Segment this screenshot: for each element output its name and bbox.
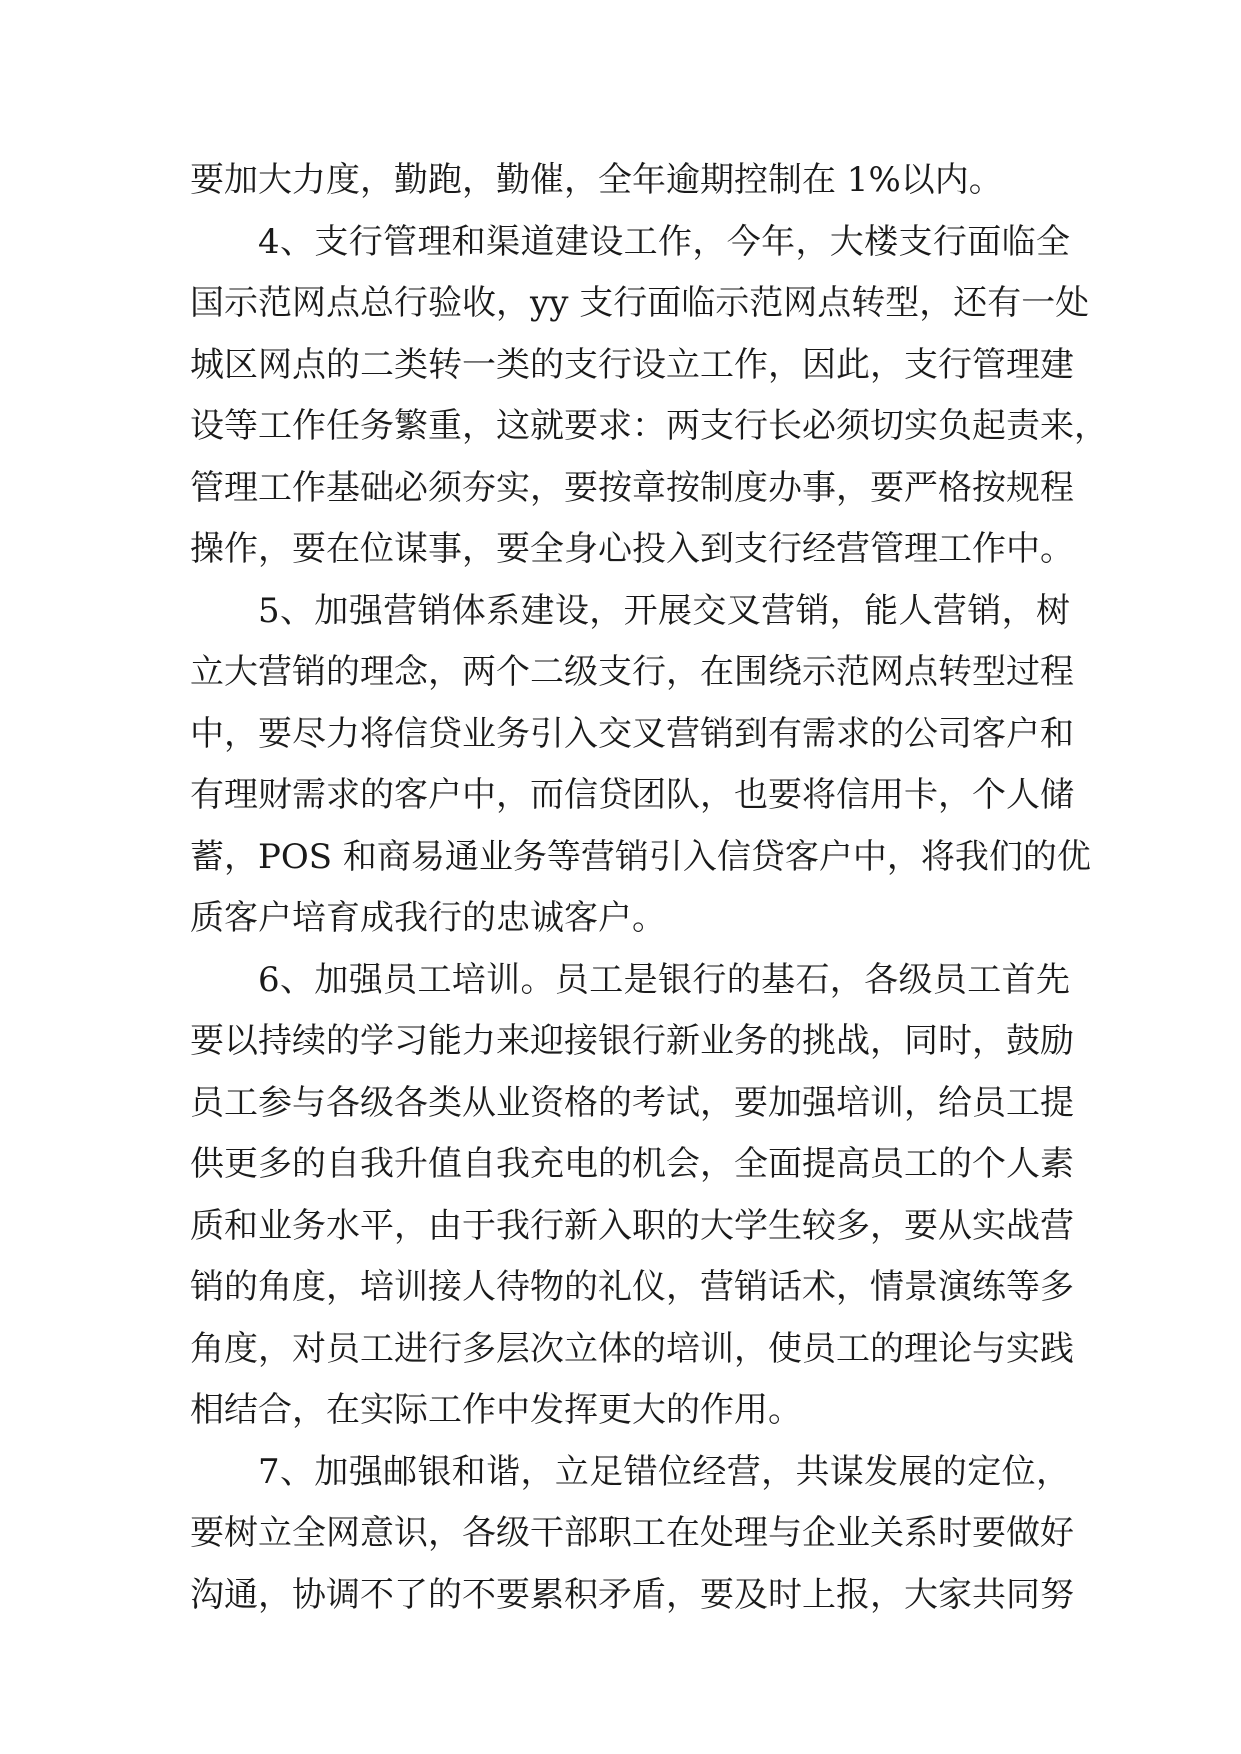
text-line: 供更多的自我升值自我充电的机会，全面提高员工的个人素	[190, 1144, 1074, 1184]
text-line: 蓄，POS 和商易通业务等营销引入信贷客户中，将我们的优	[190, 836, 1091, 877]
text-line: 要加大力度，勤跑，勤催，全年逾期控制在 1%以内。	[190, 160, 1003, 200]
text-line: 操作，要在位谋事，要全身心投入到支行经营管理工作中。	[190, 529, 1074, 569]
text-line: 管理工作基础必须夯实，要按章按制度办事，要严格按规程	[190, 467, 1074, 508]
text-line: 相结合，在实际工作中发挥更大的作用。	[190, 1390, 802, 1430]
text-line: 沟通，协调不了的不要累积矛盾，要及时上报，大家共同努	[190, 1574, 1074, 1615]
text-line: 要以持续的学习能力来迎接银行新业务的挑战，同时，鼓励	[190, 1021, 1074, 1061]
text-line: 国示范网点总行验收，yy 支行面临示范网点转型，还有一处	[190, 283, 1090, 323]
text-line: 中，要尽力将信贷业务引入交叉营销到有需求的公司客户和	[190, 713, 1074, 754]
text-line: 城区网点的二类转一类的支行设立工作，因此，支行管理建	[190, 344, 1074, 385]
text-line: 立大营销的理念，两个二级支行，在围绕示范网点转型过程	[190, 652, 1074, 692]
body-text	[190, 150, 1108, 1626]
text-line: 销的角度，培训接人待物的礼仪，营销话术，情景演练等多	[190, 1267, 1074, 1307]
text-line: 质和业务水平，由于我行新入职的大学生较多，要从实战营	[190, 1205, 1074, 1246]
text-line: 设等工作任务繁重，这就要求：两支行长必须切实负起责来，	[190, 406, 1108, 446]
text-line: 要树立全网意识，各级干部职工在处理与企业关系时要做好	[190, 1513, 1074, 1553]
text-line: 角度，对员工进行多层次立体的培训，使员工的理论与实践	[190, 1328, 1074, 1369]
text-line: 质客户培育成我行的忠诚客户。	[190, 898, 666, 938]
text-line: 4、支行管理和渠道建设工作，今年，大楼支行面临全	[258, 221, 1070, 262]
text-line: 员工参与各级各类从业资格的考试，要加强培训，给员工提	[190, 1082, 1074, 1123]
text-line: 7、加强邮银和谐，立足错位经营，共谋发展的定位，	[258, 1451, 1070, 1492]
text-line: 6、加强员工培训。员工是银行的基石，各级员工首先	[258, 959, 1070, 1000]
text-line: 有理财需求的客户中，而信贷团队，也要将信用卡，个人储	[190, 775, 1074, 815]
text-line: 5、加强营销体系建设，开展交叉营销，能人营销，树	[258, 590, 1070, 631]
